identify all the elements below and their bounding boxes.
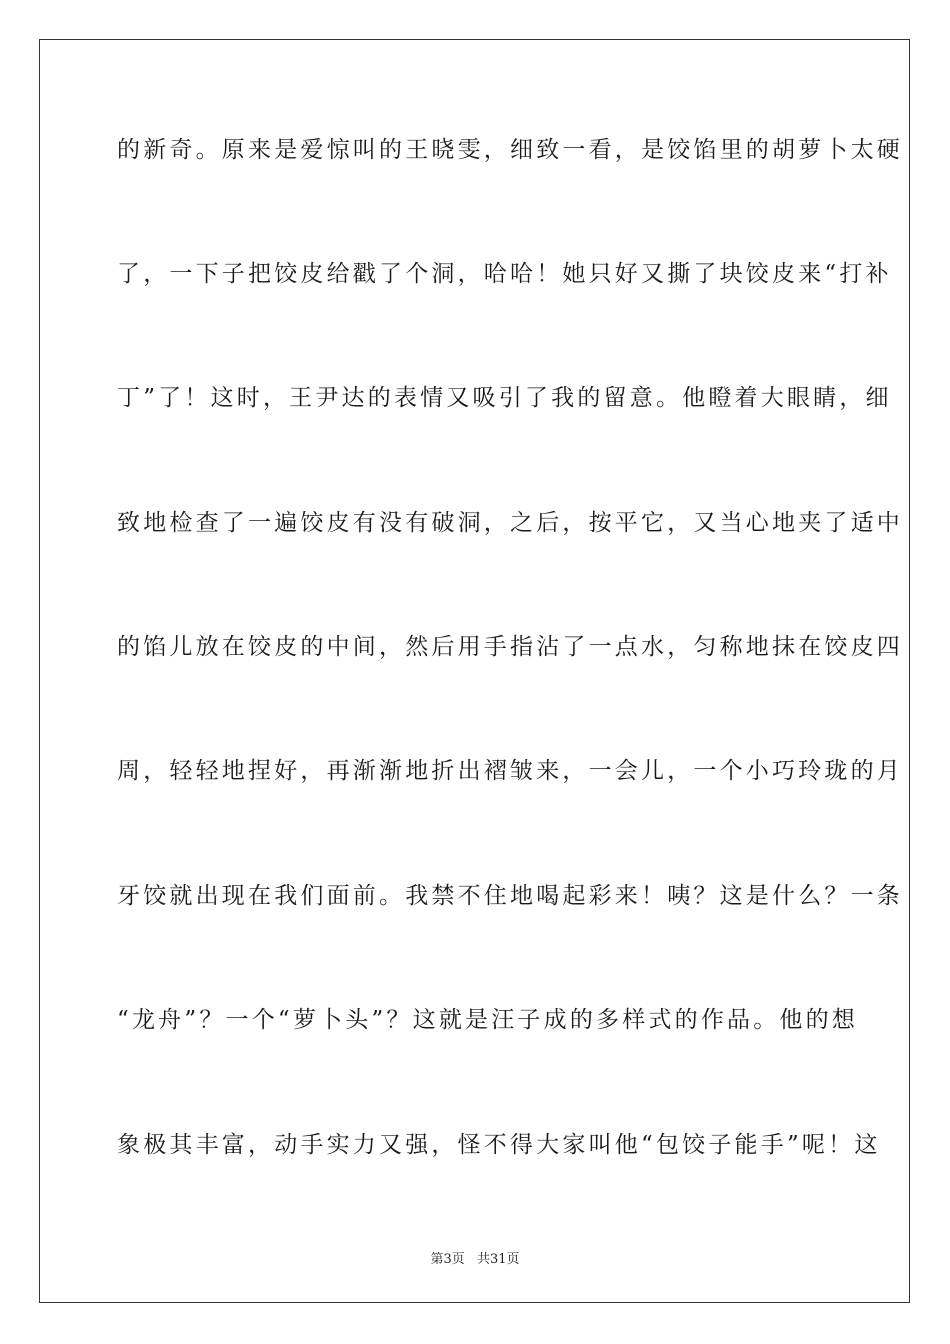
page-footer: [0, 1248, 950, 1267]
page-border: [39, 39, 910, 1303]
body-text-line-7: 牙饺就出现在我们面前。我禁不住地喝起彩来！咦？这是什么？一条: [117, 883, 903, 909]
body-text-line-6: 周，轻轻地捏好，再渐渐地折出褶皱来，一会儿，一个小巧玲珑的月: [117, 758, 903, 784]
body-text-line-9: 象极其丰富，动手实力又强，怪不得大家叫他“包饺子能手”呢！这: [117, 1132, 881, 1158]
body-text-line-5: 的馅儿放在饺皮的中间，然后用手指沾了一点水，匀称地抹在饺皮四: [117, 634, 903, 660]
body-text-line-3: 丁”了！这时，王尹达的表情又吸引了我的留意。他瞪着大眼睛，细: [117, 385, 892, 411]
body-text-line-2: 了，一下子把饺皮给戳了个洞，哈哈！她只好又撕了块饺皮来“打补: [117, 261, 892, 287]
page-total: 共31页: [476, 1252, 520, 1267]
page-number: 第3页: [430, 1252, 465, 1267]
body-text-line-1: 的新奇。原来是爱惊叫的王晓雯，细致一看，是饺馅里的胡萝卜太硬: [117, 137, 903, 163]
body-text-line-4: 致地检查了一遍饺皮有没有破洞，之后，按平它，又当心地夹了适中: [117, 510, 903, 536]
body-text-line-8: “龙舟”？一个“萝卜头”？这就是汪子成的多样式的作品。他的想: [117, 1007, 859, 1033]
